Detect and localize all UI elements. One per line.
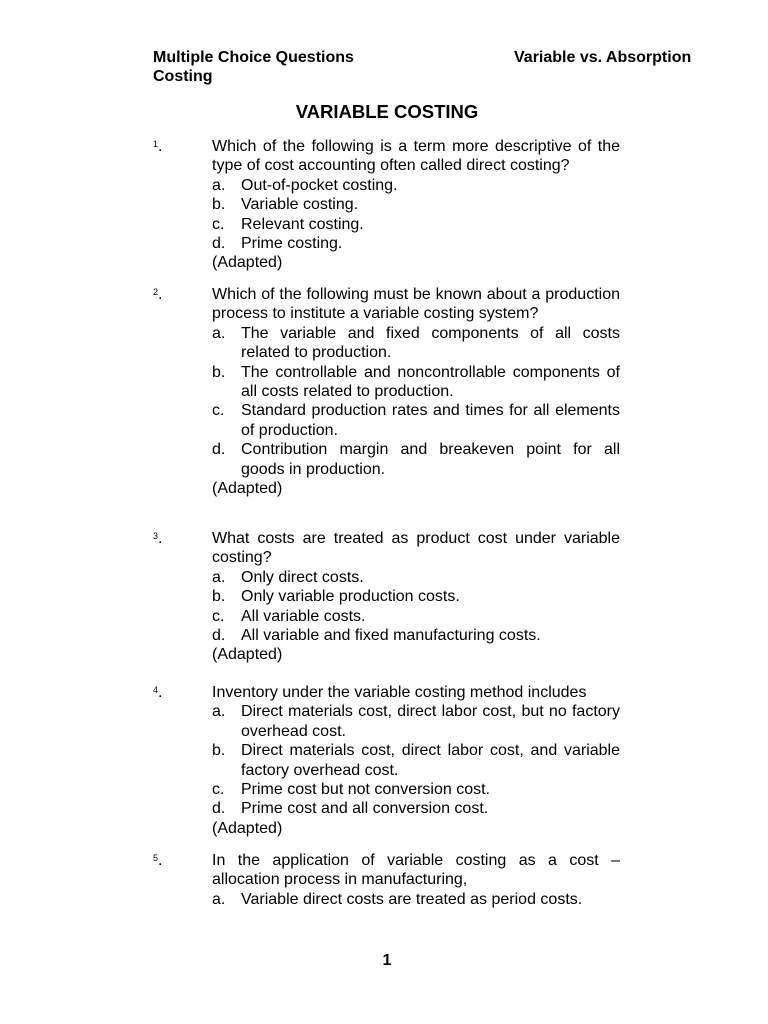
question-source: (Adapted) (212, 254, 283, 272)
question-stem: Inventory under the variable costing method includes (212, 684, 587, 701)
option-b: b. Direct materials cost, direct labor cost, and variable factory overhead cost. (212, 742, 620, 779)
option-d: d. Prime costing. (212, 235, 343, 253)
question-stem: Which of the following is a term more descriptive of the type of cost accounting often called direct costing? (212, 138, 620, 175)
header-right: Variable vs. Absorption (514, 49, 692, 66)
option-a: a. Only direct costs. (212, 568, 364, 586)
question-4 (153, 683, 620, 838)
option-b: b. The controllable and noncontrollable components of all costs related to production. (212, 363, 620, 401)
question-stem: In the application of variable costing as a cost – allocation process in manufacturing, (212, 852, 620, 889)
page-number: 1 (382, 952, 392, 969)
question-source: (Adapted) (212, 480, 283, 498)
header-left (153, 48, 354, 86)
option-a: a. Variable direct costs are treated as period costs. (212, 890, 583, 908)
question-number: $^2$. (153, 286, 163, 303)
option-c: c. Relevant costing. (212, 215, 364, 233)
question-5 (153, 851, 620, 909)
question-3 (153, 529, 620, 665)
question-number: $^4$. (153, 684, 163, 701)
question-stem: Which of the following must be known about a production process to institute a variable costing system? (212, 286, 620, 323)
question-stem: What costs are treated as product cost under variable costing? (212, 530, 620, 567)
option-b: b. Only variable production costs. (212, 588, 460, 606)
option-c: c. Standard production rates and times for all elements of production. (212, 402, 620, 439)
question-number: $^1$. (153, 138, 163, 155)
header-left-line1: Multiple Choice Questions (153, 49, 354, 66)
option-c: c. Prime cost but not conversion cost. (212, 781, 490, 799)
option-b: b. Variable costing. (212, 196, 359, 214)
question-number: $^5$. (153, 852, 163, 869)
option-a: a. The variable and fixed components of all costs related to production. (212, 324, 620, 362)
option-d: d. All variable and fixed manufacturing costs. (212, 627, 541, 645)
option-d: d. Prime cost and all conversion cost. (212, 800, 489, 818)
option-c: c. All variable costs. (212, 607, 366, 625)
question-2 (153, 285, 620, 498)
header-left-line2: Costing (153, 68, 213, 85)
question-number: $^3$. (153, 530, 163, 547)
option-d: d. Contribution margin and breakeven point for all goods in production. (212, 441, 620, 478)
option-a: a. Out-of-pocket costing. (212, 176, 398, 194)
option-a: a. Direct materials cost, direct labor cost, but no factory overhead cost. (212, 703, 620, 740)
question-source: (Adapted) (212, 819, 283, 837)
page-title: VARIABLE COSTING (295, 101, 479, 122)
question-1 (153, 137, 620, 273)
question-source: (Adapted) (212, 646, 283, 664)
